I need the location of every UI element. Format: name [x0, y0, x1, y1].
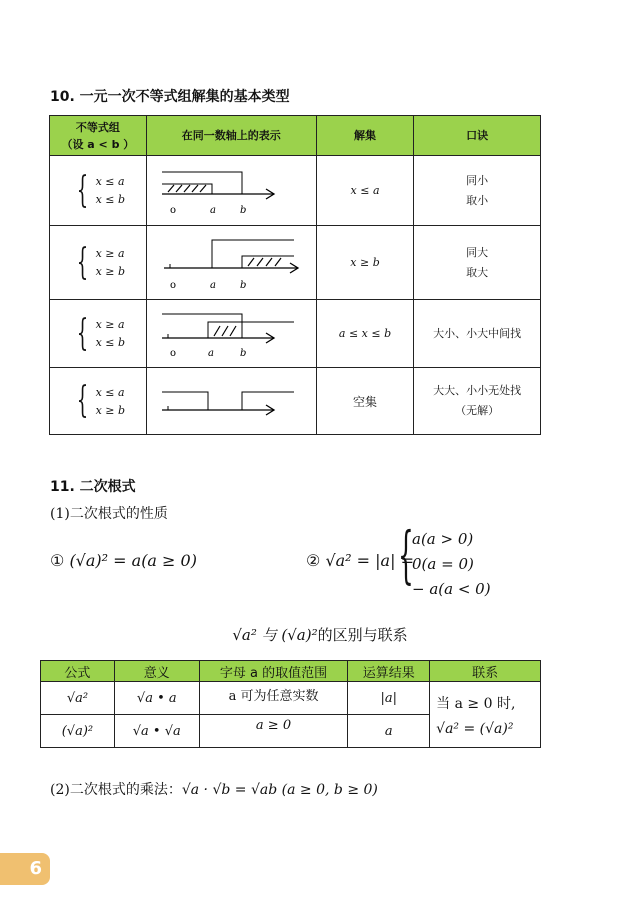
- origin-label: o: [170, 205, 177, 216]
- verse-line: 同大: [466, 245, 489, 259]
- multiplication-rule: (2)二次根式的乘法：√a · √b = √ab (a ≥ 0, b ≥ 0): [50, 782, 378, 798]
- solution-set: x ≤ a: [350, 184, 380, 197]
- inequality-system: { x ≥ a x ≤ b: [76, 312, 126, 354]
- solution-set: a ≤ x ≤ b: [338, 327, 392, 340]
- table-header-row: [50, 116, 541, 156]
- b-label: b: [240, 280, 247, 291]
- subsection-properties: (1)二次根式的性质: [50, 506, 168, 522]
- verse-line: 取小: [466, 193, 489, 207]
- result-cell: a: [348, 715, 430, 748]
- piecewise-cases: a(a > 0) 0(a = 0) − a(a < 0): [412, 530, 491, 598]
- header-range: 字母 a 的取值范围: [199, 661, 348, 682]
- meaning-cell: √a • √a: [114, 715, 199, 748]
- verse-line: 取大: [466, 265, 489, 279]
- result-cell: |a|: [348, 682, 430, 715]
- header-verse: 口诀: [414, 116, 541, 156]
- formula-cell: (√a)²: [41, 715, 115, 748]
- table-row: [50, 368, 541, 435]
- relation-cell: 当 a ≥ 0 时, √a² = (√a)²: [430, 682, 541, 748]
- table-header-row: [41, 661, 541, 682]
- inequality-types-table: [49, 115, 541, 435]
- a-label: a: [210, 280, 217, 291]
- solution-set: 空集: [353, 394, 378, 409]
- page-number-tab: 6: [0, 853, 50, 885]
- header-meaning: 意义: [114, 661, 199, 682]
- table-row: [50, 226, 541, 300]
- solution-set: x ≥ b: [350, 256, 380, 269]
- table-row: [50, 300, 541, 368]
- verse-line: 大小、小大中间找: [433, 326, 522, 340]
- table-row: [50, 156, 541, 226]
- piecewise-brace: {: [398, 518, 414, 591]
- a-label: a: [208, 348, 215, 359]
- origin-label: o: [170, 348, 177, 359]
- number-line-diagram: [156, 302, 306, 362]
- number-line-diagram: [156, 372, 306, 428]
- verse-line: 同小: [466, 173, 489, 187]
- meaning-cell: √a • a: [114, 682, 199, 715]
- verse-line: 大大、小小无处找: [433, 384, 522, 397]
- a-label: a: [210, 205, 217, 216]
- header-formula: 公式: [41, 661, 115, 682]
- property-1: ① (√a)² = a(a ≥ 0): [50, 551, 197, 570]
- inequality-system: { x ≤ a x ≤ b: [76, 169, 126, 211]
- section-11-title: 11. 二次根式: [50, 479, 136, 495]
- difference-title: √a² 与 (√a)²的区别与联系: [232, 626, 408, 644]
- header-relation: 联系: [430, 661, 541, 682]
- inequality-system: { x ≥ a x ≥ b: [76, 241, 126, 283]
- origin-label: o: [170, 280, 177, 291]
- property-2: ② √a² = |a| =: [306, 551, 414, 570]
- b-label: b: [240, 348, 247, 359]
- formula-cell: √a²: [41, 682, 115, 715]
- header-result: 运算结果: [348, 661, 430, 682]
- number-line-diagram: [156, 158, 306, 220]
- section-10-title: 10. 一元一次不等式组解集的基本类型: [50, 89, 290, 105]
- number-line-diagram: [156, 228, 306, 294]
- range-cell: a 可为任意实数: [199, 682, 348, 715]
- header-number-line: 在同一数轴上的表示: [146, 116, 316, 156]
- verse-line: （无解）: [455, 404, 500, 417]
- b-label: b: [240, 205, 247, 216]
- inequality-system: { x ≤ a x ≥ b: [76, 380, 126, 421]
- header-solution: 解集: [316, 116, 414, 156]
- header-inequality-system: 不等式组 （设 a < b ）: [50, 116, 147, 156]
- range-cell: a ≥ 0: [199, 715, 348, 748]
- sqrt-comparison-table: [40, 660, 541, 748]
- table-row: [41, 682, 541, 715]
